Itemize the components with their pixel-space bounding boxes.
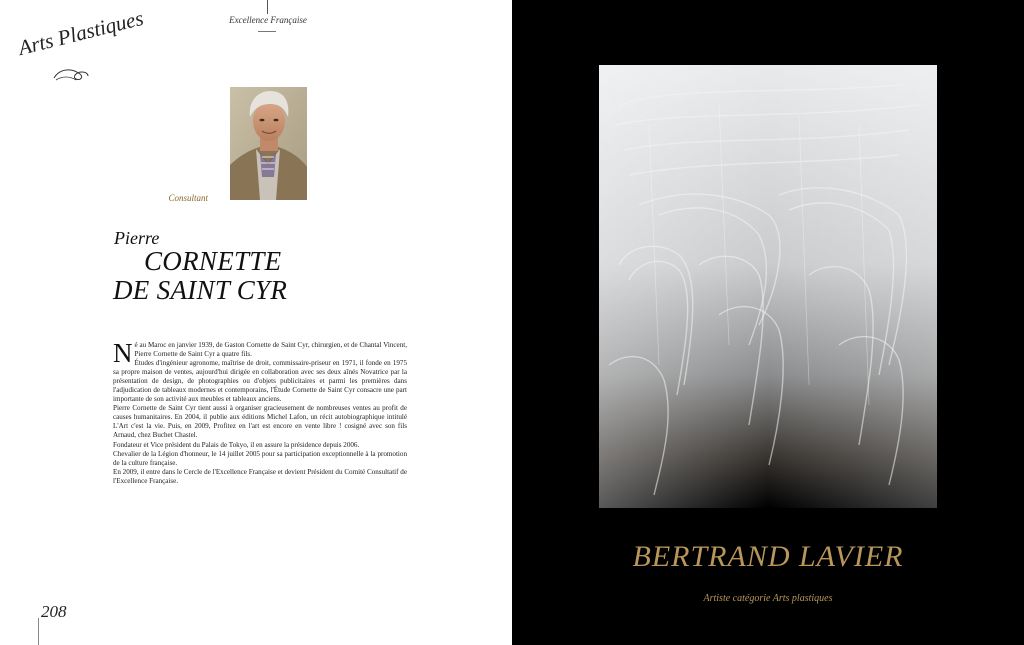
first-name: Pierre bbox=[114, 228, 160, 248]
bio-paragraph: Fondateur et Vice président du Palais de Tokyo, il en assure la présidence depuis 2006. bbox=[113, 440, 360, 449]
biography bbox=[113, 338, 407, 486]
bio-paragraph: Né au Maroc en janvier 1939, de Gaston Cornette de Saint Cyr, chirurgien, et de Chantal Vincent, Pierre Cornette de Saint Cyr a quatre fils. bbox=[113, 338, 407, 368]
page-number: 208 bbox=[41, 602, 67, 621]
magazine-header: Excellence Française bbox=[229, 15, 307, 25]
header-underline bbox=[258, 31, 276, 32]
portrait-caption: Consultant bbox=[168, 193, 208, 203]
bio-paragraph: Pierre Cornette de Saint Cyr tient aussi à organiser gracieusement de nombreuses ventes au profit de causes humanitaires. En 2004, il publie aux éditions Michel Lafon, un récit autobiographique intitulé L'Art c'est la vie. Puis, en 2009, Profitez en l'art est encore en vente libre ! cosigné avec son fils Arnaud, chez Buchet Chastel. bbox=[113, 404, 407, 440]
last-name bbox=[113, 247, 313, 305]
artist-subtitle: Artiste catégorie Arts plastiques bbox=[703, 593, 833, 604]
bio-paragraph: Chevalier de la Légion d'honneur, le 14 juillet 2005 pour sa participation exceptionnelle à la promotion de la culture française. bbox=[113, 449, 407, 467]
drop-cap: N bbox=[113, 338, 133, 368]
header-rule bbox=[267, 0, 268, 14]
artist-name: BERTRAND LAVIER bbox=[632, 540, 904, 573]
bio-paragraph: En 2009, il entre dans le Cercle de l'Excellence Française et devient Président du Comité Consultatif de l'Excellence Française. bbox=[113, 467, 407, 485]
section-title: Arts Plastiques bbox=[15, 5, 146, 61]
bio-paragraph: Études d'ingénieur agronome, maîtrise de droit, commissaire-priseur en 1971, il fonde en 1975 sa propre maison de ventes, aujourd'hui dirigée en collaboration avec ses deux aînés Novatrice par la présentation de design, de photographies ou d'objets publicitaires et parmi les premières dans l'adjudication de tableaux modernes et contemporains, l'Étude Cornette de Saint Cyr consacre une part importante de son activité aux meubles et tableaux anciens. bbox=[113, 359, 407, 404]
last-name-line-1: CORNETTE bbox=[144, 246, 282, 276]
portrait-photo bbox=[230, 87, 307, 200]
last-name-line-2: DE SAINT CYR bbox=[113, 275, 288, 305]
artwork-image bbox=[599, 65, 937, 508]
page-number-rule bbox=[38, 618, 39, 645]
flourish-ornament bbox=[50, 62, 90, 84]
